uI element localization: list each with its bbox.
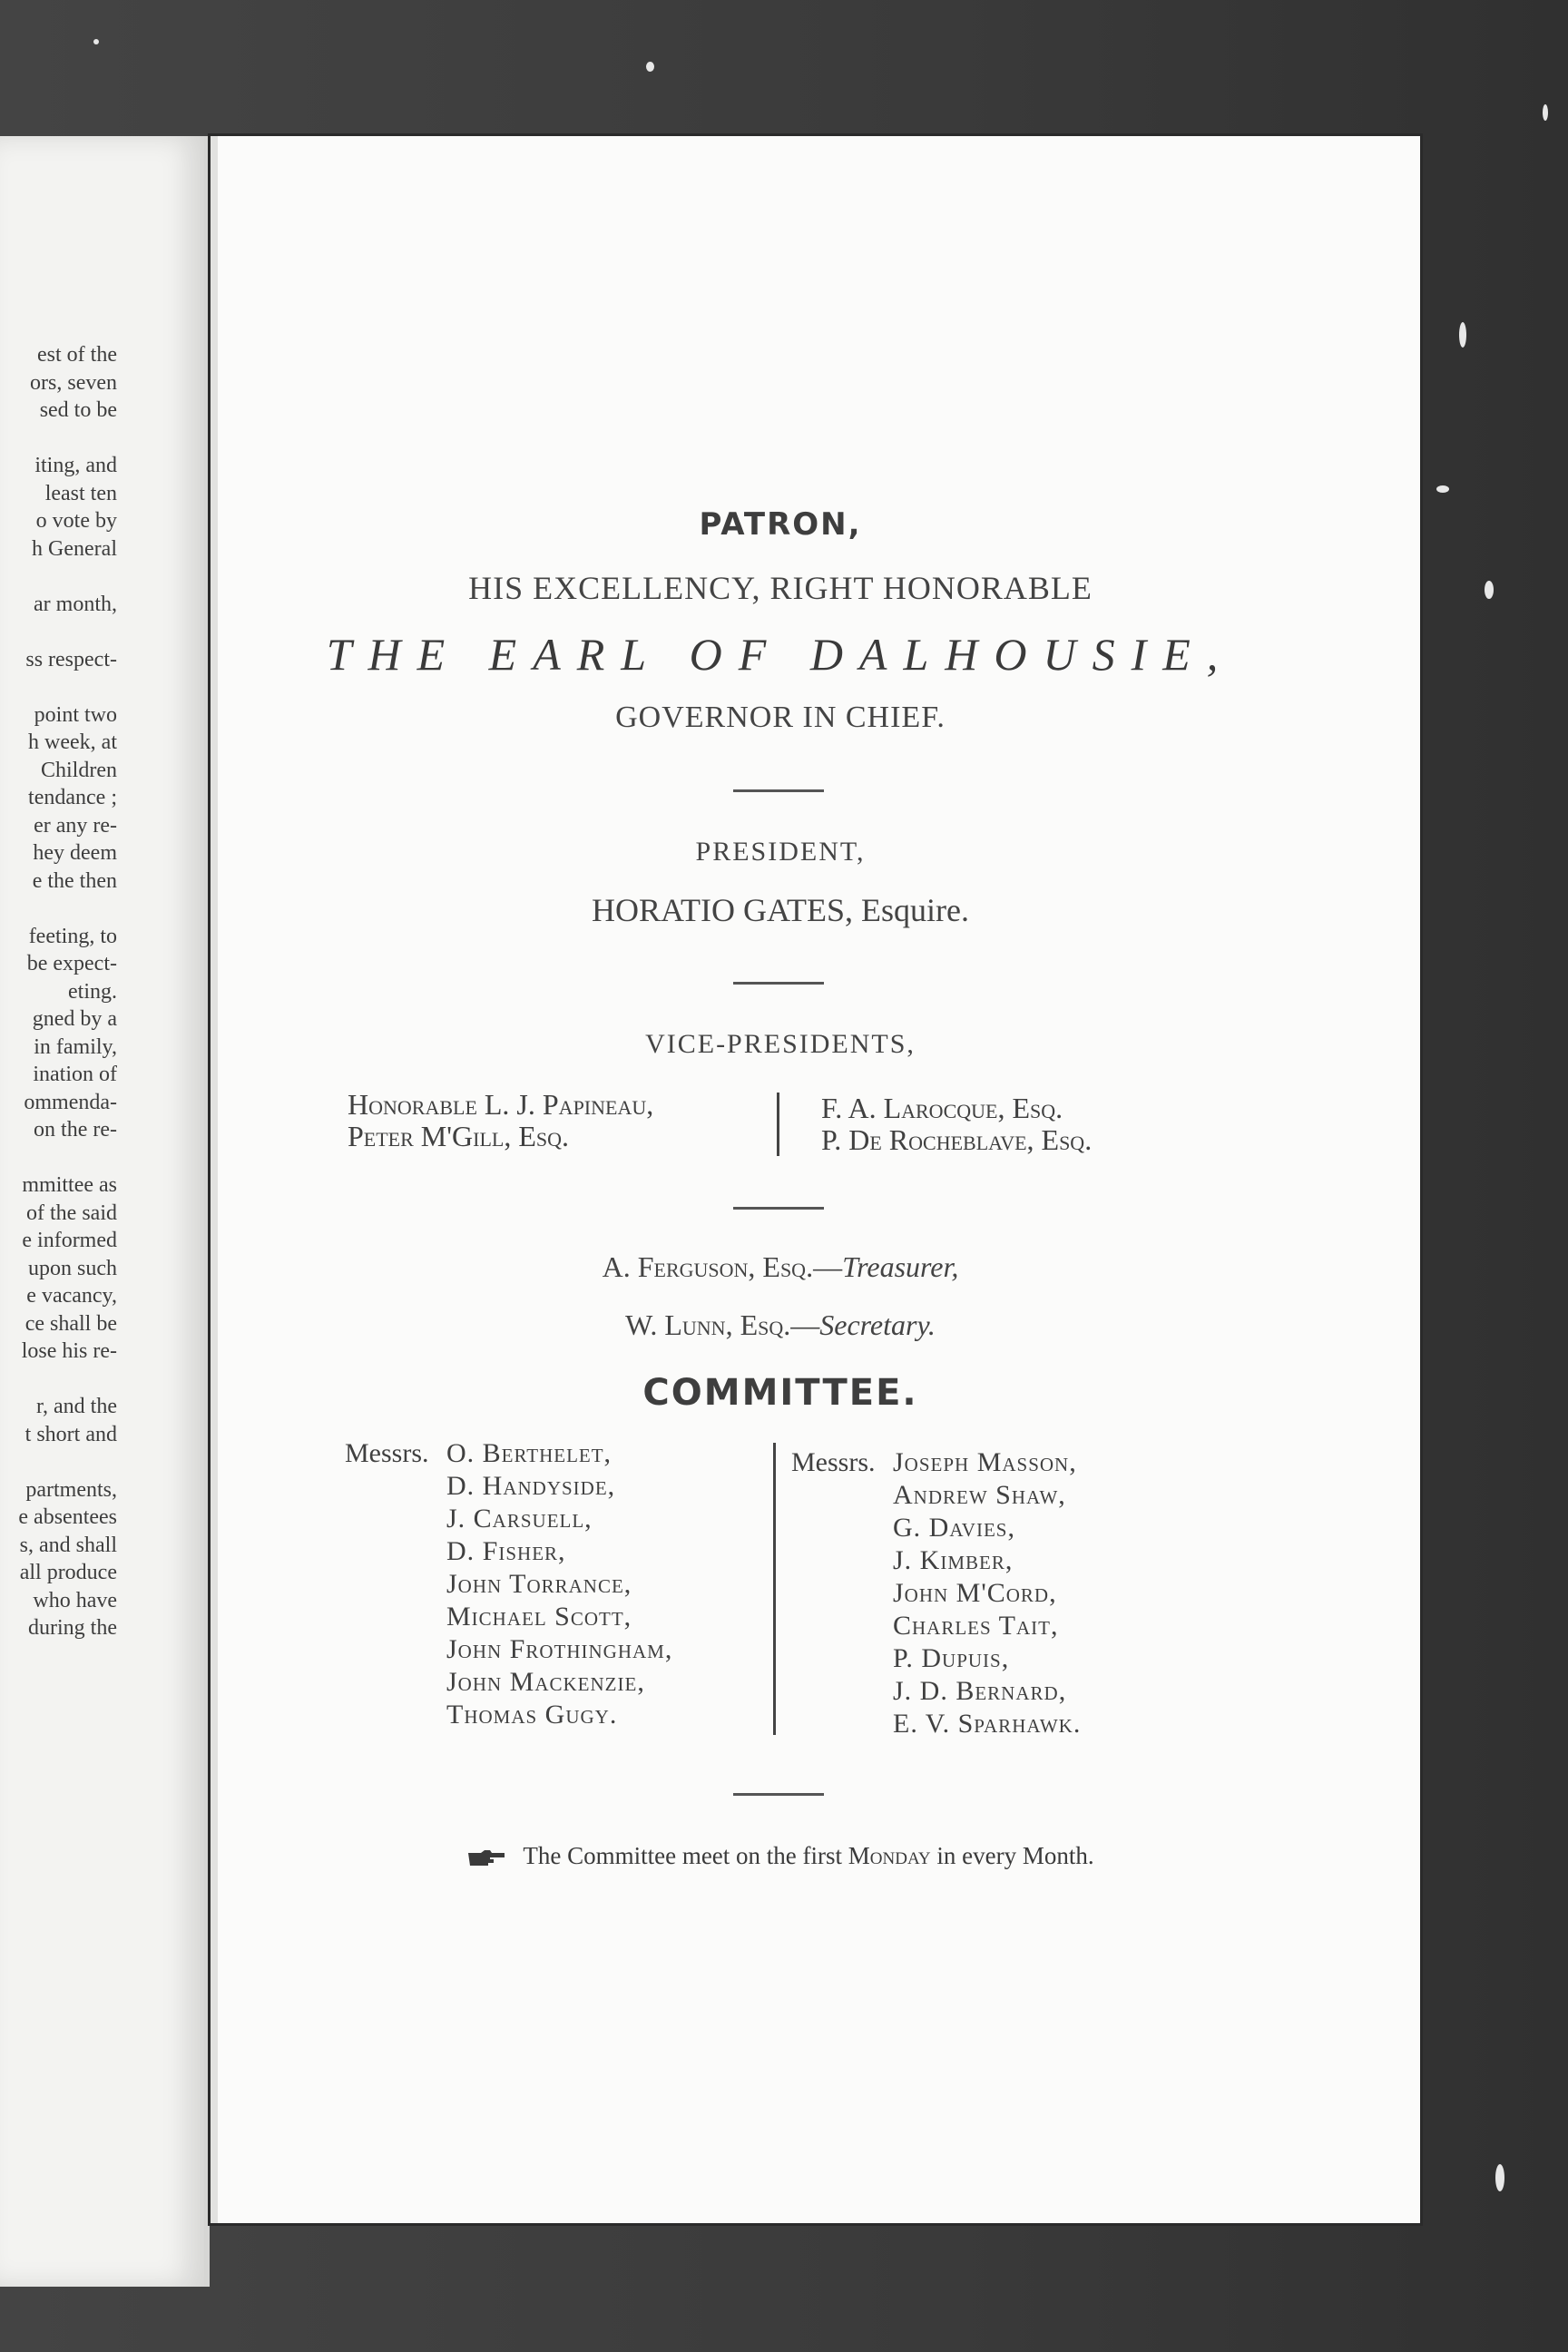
facing-page-gap [0,1366,117,1394]
facing-page-gap [0,425,117,453]
committee-member-row [791,1446,1299,1479]
committee-member-name: Joseph Masson, [893,1447,1077,1477]
committee-member-row [791,1577,1299,1610]
committee-member-row [345,1437,799,1470]
facing-page-line: ination of [33,1063,117,1086]
committee-member-row [345,1503,799,1535]
facing-page-line: feeting, to [28,924,117,948]
footnote-text-before: The Committee meet on the first [523,1842,843,1869]
committee-right-column [791,1446,1299,1740]
facing-page-line: all produce [19,1561,117,1584]
facing-page-line: h General [32,536,117,561]
vice-presidents-right-column [821,1093,1275,1156]
committee-member-row [791,1479,1299,1512]
committee-member-row [791,1708,1299,1740]
vice-president-name: Peter M'Gill, Esq. [348,1120,569,1152]
facing-page-line: est of the [37,343,117,367]
committee-member-name: Thomas Gugy. [446,1700,618,1730]
facing-page-line: be expect- [26,952,117,975]
vice-presidents-left-column [348,1089,774,1152]
committee-member-name: John Mackenzie, [446,1667,645,1697]
committee-member-row [345,1666,799,1699]
facing-page-gap [0,895,117,923]
facing-page-text [0,341,117,1642]
patron-office: GOVERNOR IN CHIEF. [615,701,946,734]
footnote [218,1842,1343,1870]
facing-page-line: ors, seven [30,370,117,395]
committee-member-row [345,1535,799,1568]
facing-page-line: e vacancy, [26,1284,117,1308]
facing-page-gap [0,1448,117,1476]
vice-president-name: F. A. Larocque, Esq. [821,1092,1063,1124]
treasurer-role: Treasurer, [842,1250,959,1283]
committee-left-column [345,1437,799,1731]
divider-rule [733,982,824,985]
patron-heading: PATRON, [699,506,862,543]
dust-speck [1485,581,1494,599]
committee-member-name: Michael Scott, [446,1602,632,1632]
committee-member-name: Charles Tait, [893,1611,1059,1641]
vice-president-name: P. De Rocheblave, Esq. [821,1123,1093,1156]
committee-member-row [345,1470,799,1503]
facing-page-line: ce shall be [24,1311,117,1336]
committee-member-row [791,1642,1299,1675]
committee-member-row [791,1544,1299,1577]
committee-member-name: J. Carsuell, [446,1504,593,1534]
secretary-name: W. Lunn, Esq. [625,1308,791,1341]
facing-page-line: gned by a [32,1007,117,1031]
committee-member-row [791,1675,1299,1708]
facing-page-line: ar month, [34,592,117,616]
committee-member-name: D. Fisher, [446,1536,566,1566]
treasurer-name: A. Ferguson, Esq. [602,1250,814,1283]
facing-page-line: e absentees [18,1505,117,1529]
committee-member-name: D. Handyside, [446,1471,616,1501]
facing-page-line: sed to be [39,398,117,422]
facing-page-line: r, and the [35,1395,117,1418]
dust-speck [1436,485,1449,493]
secretary-line: W. Lunn, Esq.—Secretary. [625,1308,936,1341]
committee-heading: COMMITTEE. [642,1372,918,1414]
facing-page-line: point two [34,702,117,727]
committee-member-name: E. V. Sparhawk. [893,1709,1082,1739]
facing-page-line: iting, and [34,454,117,477]
president-name: HORATIO GATES, Esquire. [592,892,969,928]
footnote-day: Monday [848,1842,931,1869]
facing-page-line: e the then [32,868,117,893]
facing-page-line: on the re- [34,1118,117,1142]
facing-page-line: during the [28,1616,117,1640]
committee-prefix: Messrs. [345,1438,429,1468]
facing-page-line: partments, [25,1477,117,1502]
dust-speck [1459,322,1466,348]
committee-member-name: P. Dupuis, [893,1643,1010,1673]
vice-president-name: Honorable L. J. Papineau, [348,1088,654,1121]
facing-page-line: upon such [28,1256,117,1280]
divider-rule [733,789,824,792]
facing-page-line: er any re- [34,813,117,838]
column-divider [777,1093,779,1156]
facing-page-left [0,136,210,2287]
facing-page-line: Children [41,758,117,782]
committee-member-row [791,1512,1299,1544]
facing-page-line: lose his re- [21,1339,117,1363]
committee-prefix: Messrs. [791,1447,876,1477]
committee-member-name: John Frothingham, [446,1634,673,1664]
facing-page-line: least ten [44,481,117,505]
secretary-role: Secretary. [819,1308,936,1341]
facing-page-line: ommenda- [24,1090,117,1114]
committee-member-name: John Torrance, [446,1569,632,1599]
facing-page-gap [0,673,117,701]
committee-member-row [345,1633,799,1666]
committee-member-name: John M'Cord, [893,1578,1057,1608]
patron-name: THE EARL OF DALHOUSIE, [326,629,1235,680]
vice-presidents-heading: VICE-PRESIDENTS, [645,1029,916,1059]
facing-page-line: h week, at [28,730,117,754]
facing-page-line: ss respect- [25,647,117,671]
committee-member-row [791,1610,1299,1642]
facing-page-line: hey deem [33,841,117,865]
president-heading: PRESIDENT, [695,837,866,867]
facing-page-gap [0,1144,117,1172]
committee-member-name: G. Davies, [893,1513,1015,1543]
pointing-hand-icon [466,1847,506,1869]
facing-page-line: of the said [26,1200,117,1225]
dust-speck [1543,104,1548,121]
committee-member-name: J. Kimber, [893,1545,1014,1575]
facing-page-gap [0,618,117,646]
facing-page-line: tendance ; [28,786,117,809]
committee-member-name: Andrew Shaw, [893,1480,1066,1510]
committee-member-name: O. Berthelet, [446,1438,612,1468]
facing-page-line: eting. [68,979,117,1004]
divider-rule [733,1793,824,1796]
facing-page-line: mmittee as [22,1173,117,1197]
facing-page-line: o vote by [35,509,117,533]
patron-title-line: HIS EXCELLENCY, RIGHT HONORABLE [468,570,1093,606]
facing-page-line: s, and shall [19,1533,117,1557]
dust-speck [93,39,99,44]
dust-speck [1495,2164,1504,2191]
committee-member-row [345,1699,799,1731]
facing-page-line: e informed [22,1229,117,1252]
column-divider [773,1443,776,1735]
dust-speck [646,62,654,72]
facing-page-line: t short and [24,1422,117,1446]
facing-page-line: who have [33,1588,117,1612]
committee-member-row [345,1601,799,1633]
facing-page-gap [0,563,117,591]
facing-page-line: in family, [34,1034,117,1059]
committee-member-name: J. D. Bernard, [893,1676,1067,1706]
divider-rule [733,1207,824,1210]
main-page [211,136,1420,2223]
treasurer-line: A. Ferguson, Esq.—Treasurer, [602,1250,959,1283]
committee-member-row [345,1568,799,1601]
footnote-text-after: in every Month. [936,1842,1094,1869]
